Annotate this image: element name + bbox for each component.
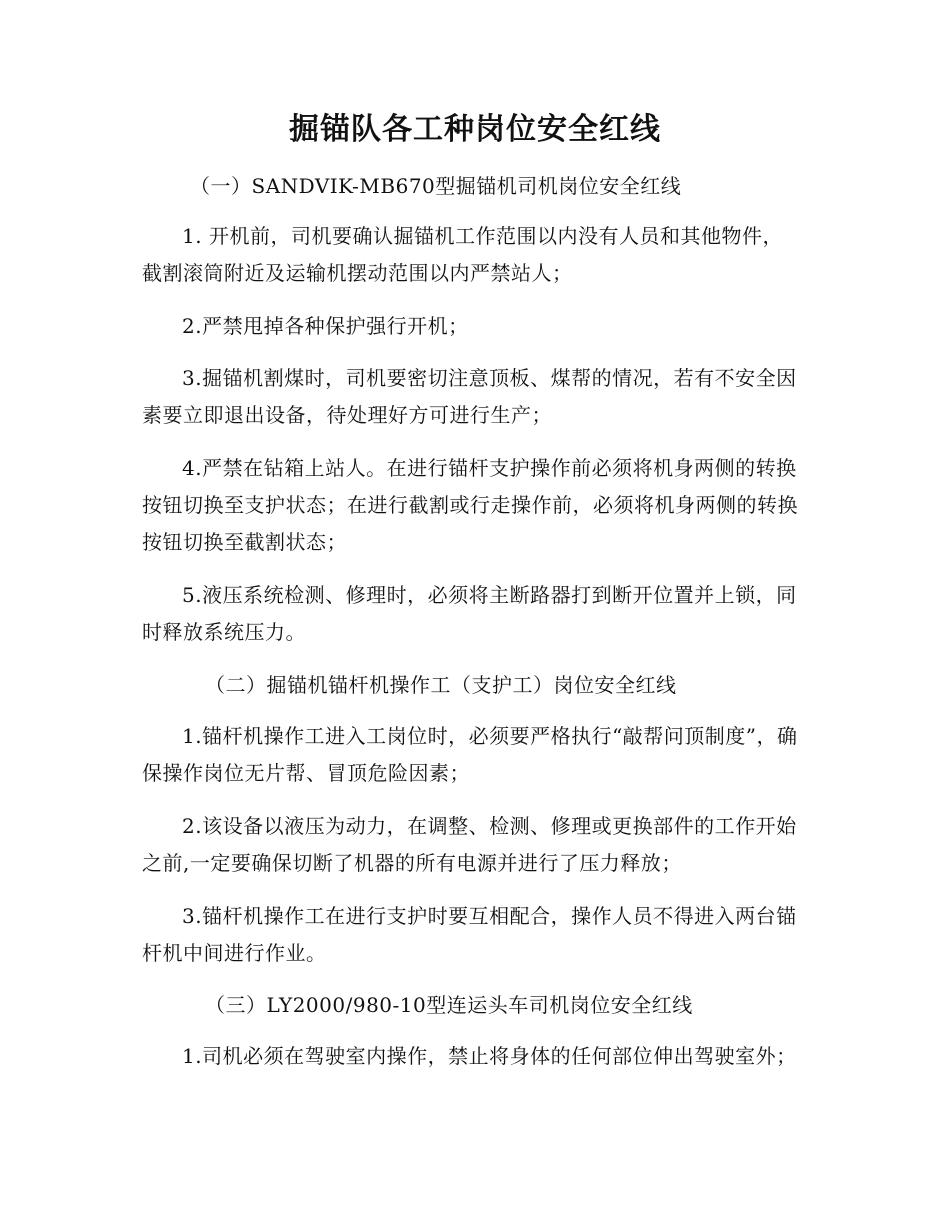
section-2-item-2: 2.该设备以液压为动力，在调整、检测、修理或更换部件的工作开始之前,一定要确保切断了机器的所有电源并进行了压力释放； <box>142 814 797 875</box>
section-3-item-1: 1.司机必须在驾驶室内操作，禁止将身体的任何部位伸出驾驶室外； <box>182 1044 797 1068</box>
section-1-item-5: 5.液压系统检测、修理时，必须将主断路器打到断开位置并上锁，同时释放系统压力。 <box>142 583 797 644</box>
section-heading-3: （三）LY2000/980-10型连运头车司机岗位安全红线 <box>205 993 693 1017</box>
document-title: 掘锚队各工种岗位安全红线 <box>289 112 661 147</box>
section-heading-2: （二）掘锚机锚杆机操作工（支护工）岗位安全红线 <box>205 673 677 697</box>
section-1-item-1: 1. 开机前，司机要确认掘锚机工作范围以内没有人员和其他物件，截割滚筒附近及运输机摆动范围以内严禁站人； <box>142 224 783 285</box>
section-2-item-3: 3.锚杆机操作工在进行支护时要互相配合，操作人员不得进入两台锚杆机中间进行作业。 <box>142 904 797 965</box>
section-1-item-2: 2.严禁甩掉各种保护强行开机； <box>182 314 469 338</box>
section-1-item-3: 3.掘锚机割煤时，司机要密切注意顶板、煤帮的情况，若有不安全因素要立即退出设备，待处理好方可进行生产； <box>142 366 797 427</box>
section-1-item-4: 4.严禁在钻箱上站人。在进行锚杆支护操作前必须将机身两侧的转换按钮切换至支护状态；在进行截割或行走操作前，必须将机身两侧的转换按钮切换至截割状态； <box>142 456 798 554</box>
section-2-item-1: 1.锚杆机操作工进入工岗位时，必须要严格执行“敲帮问顶制度”，确保操作岗位无片帮、冒顶危险因素； <box>142 724 798 785</box>
section-heading-1: （一）SANDVIK-MB670型掘锚机司机岗位安全红线 <box>190 174 682 198</box>
